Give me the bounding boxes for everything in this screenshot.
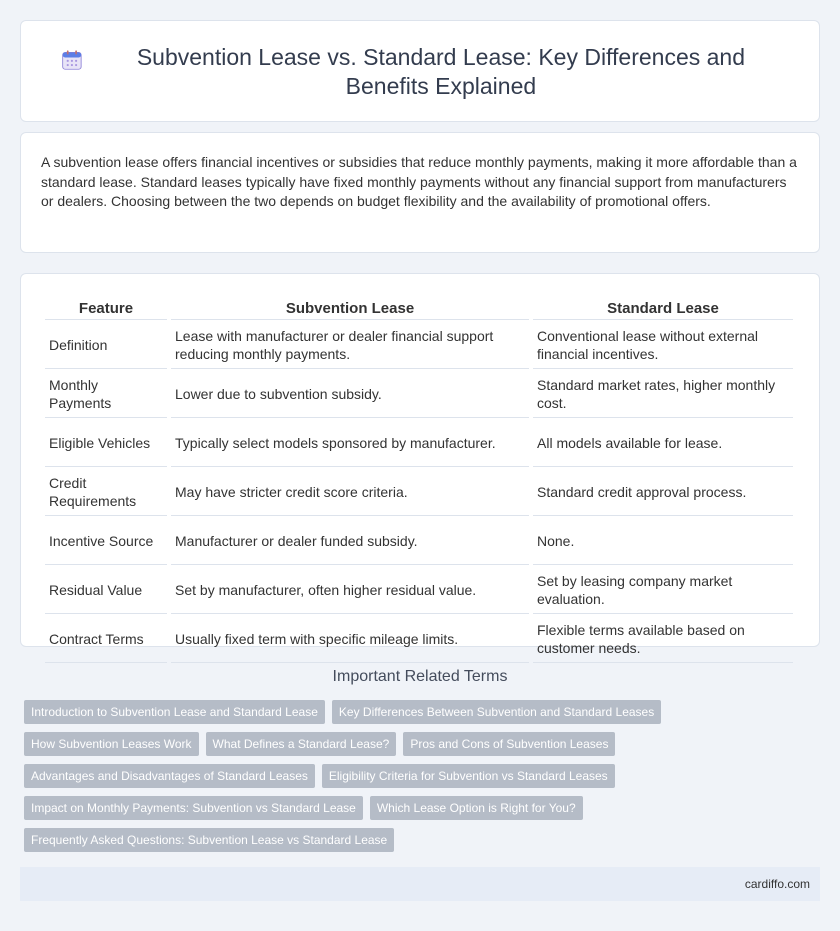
table-row (45, 420, 793, 467)
footer (20, 867, 820, 901)
header-subvention-lease: Subvention Lease (171, 296, 529, 320)
standard-cell: Flexible terms available based on customer needs. (533, 616, 793, 663)
comparison-table (41, 294, 797, 665)
subvention-cell: Lower due to subvention subsidy. (171, 371, 529, 418)
table-row (45, 567, 793, 614)
footer-site-link[interactable]: cardiffo.com (744, 877, 810, 891)
subvention-cell: Set by manufacturer, often higher residual value. (171, 567, 529, 614)
related-term-tag[interactable]: Eligibility Criteria for Subvention vs Standard Leases (322, 764, 615, 788)
standard-cell: Conventional lease without external financial incentives. (533, 322, 793, 369)
feature-cell: Definition (45, 322, 167, 369)
related-terms-title: Important Related Terms (332, 668, 508, 685)
table-row (45, 371, 793, 418)
feature-cell: Incentive Source (45, 518, 167, 565)
header-feature: Feature (45, 296, 167, 320)
intro-text: A subvention lease offers financial incentives or subsidies that reduce monthly payments, making it more affordable than a standard lease. Standard leases typically have fixed monthly payments without any financial support from manufacturers or dealers. Choosing between the two depends on budget flexibility and the availability of promotional offers. (41, 154, 797, 209)
comparison-table-card (20, 273, 820, 656)
related-terms-list (24, 700, 814, 860)
table-row (45, 616, 793, 663)
title-row (21, 21, 819, 101)
subvention-cell: Typically select models sponsored by manufacturer. (171, 420, 529, 467)
related-term-tag[interactable]: Key Differences Between Subvention and Standard Leases (332, 700, 661, 724)
subvention-cell: Usually fixed term with specific mileage limits. (171, 616, 529, 663)
related-term-tag[interactable]: How Subvention Leases Work (24, 732, 199, 756)
table-row (45, 469, 793, 516)
subvention-cell: May have stricter credit score criteria. (171, 469, 529, 516)
feature-cell: Monthly Payments (45, 371, 167, 418)
standard-cell: Standard market rates, higher monthly cost. (533, 371, 793, 418)
table-header-row (45, 296, 793, 320)
standard-cell: None. (533, 518, 793, 565)
related-term-tag[interactable]: Impact on Monthly Payments: Subvention vs Standard Lease (24, 796, 363, 820)
title-card (20, 20, 820, 122)
feature-cell: Credit Requirements (45, 469, 167, 516)
feature-cell: Residual Value (45, 567, 167, 614)
standard-cell: Standard credit approval process. (533, 469, 793, 516)
intro-card (20, 132, 820, 253)
header-standard-lease: Standard Lease (533, 296, 793, 320)
related-term-tag[interactable]: Pros and Cons of Subvention Leases (403, 732, 615, 756)
related-term-tag[interactable]: Advantages and Disadvantages of Standard Leases (24, 764, 315, 788)
related-term-tag[interactable]: What Defines a Standard Lease? (206, 732, 397, 756)
page-title: Subvention Lease vs. Standard Lease: Key Differences and Benefits Explained (136, 44, 746, 99)
table-row (45, 322, 793, 369)
feature-cell: Eligible Vehicles (45, 420, 167, 467)
related-term-tag[interactable]: Which Lease Option is Right for You? (370, 796, 583, 820)
related-term-tag[interactable]: Frequently Asked Questions: Subvention Lease vs Standard Lease (24, 828, 394, 852)
related-term-tag[interactable]: Introduction to Subvention Lease and Standard Lease (24, 700, 325, 724)
subvention-cell: Lease with manufacturer or dealer financial support reducing monthly payments. (171, 322, 529, 369)
feature-cell: Contract Terms (45, 616, 167, 663)
subvention-cell: Manufacturer or dealer funded subsidy. (171, 518, 529, 565)
calendar-icon (61, 47, 83, 73)
standard-cell: All models available for lease. (533, 420, 793, 467)
standard-cell: Set by leasing company market evaluation. (533, 567, 793, 614)
table-row (45, 518, 793, 565)
